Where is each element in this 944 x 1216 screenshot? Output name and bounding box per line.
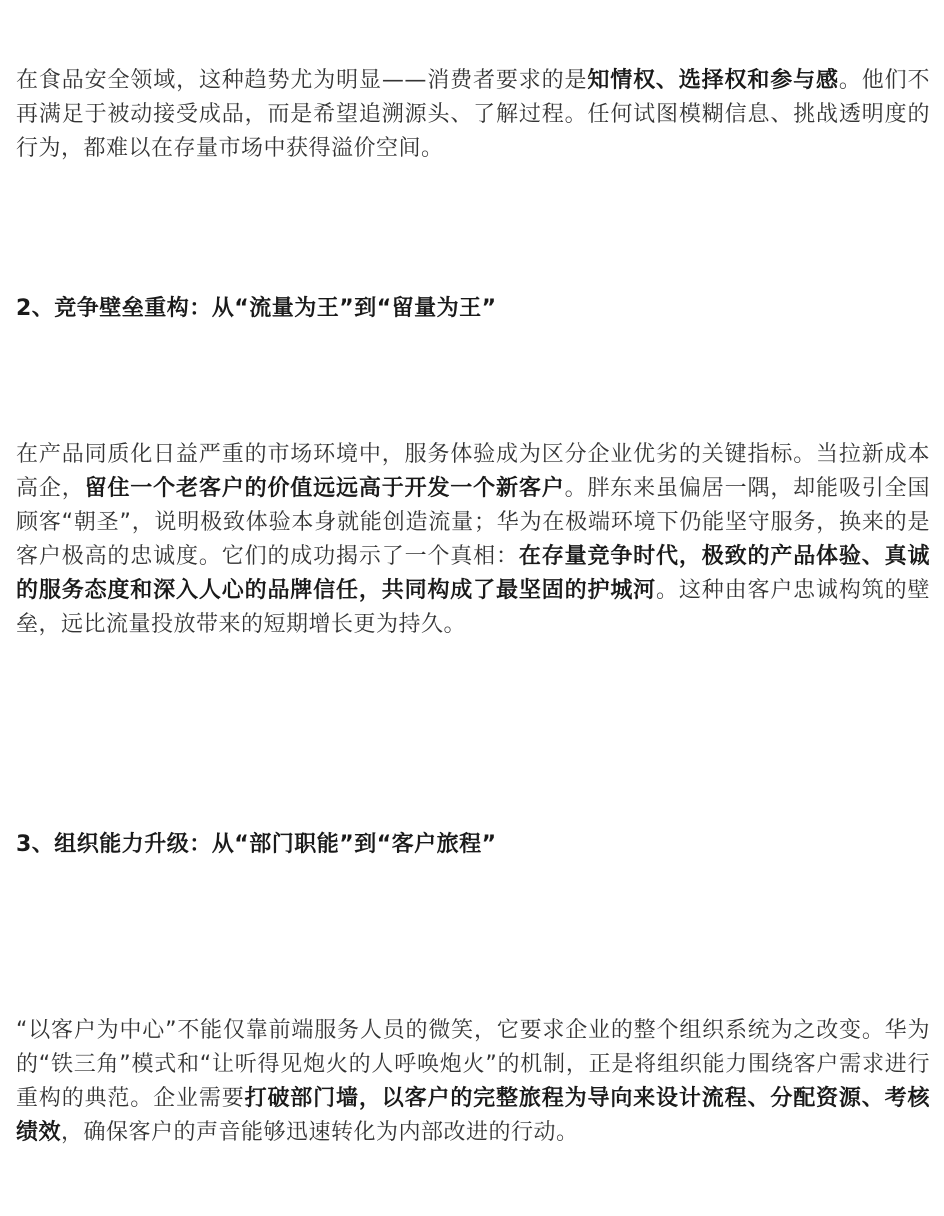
paragraph-food-safety bbox=[16, 64, 930, 166]
paragraph-organization bbox=[16, 1014, 930, 1150]
paragraph-text: 在食品安全领域，这种趋势尤为明显——消费者要求的是 bbox=[16, 68, 588, 93]
paragraph-emphasis: 知情权、选择权和参与感 bbox=[587, 68, 839, 93]
section-heading-competition: 2、竞争壁垒重构：从“流量为王”到“留量为王” bbox=[16, 296, 497, 321]
paragraph-emphasis: 打破部门墙，以客户的完整旅程为导向来设计流程、分配资源、考核绩效 bbox=[16, 1086, 930, 1145]
paragraph-text: 。他们不再满足于被动接受成品，而是希望追溯源头、了解过程。任何试图模糊信息、挑战透明度的行为，都难以在存量市场中获得溢价空间。 bbox=[16, 68, 930, 161]
paragraph-emphasis: 在存量竞争时代，极致的产品体验、真诚的服务态度和深入人心的品牌信任，共同构成了最坚固的护城河 bbox=[16, 544, 930, 603]
paragraph-text: 在产品同质化日益严重的市场环境中，服务体验成为区分企业优劣的关键指标。当拉新成本高企， bbox=[16, 442, 930, 501]
paragraph-emphasis: 留住一个老客户的价值远远高于开发一个新客户 bbox=[84, 476, 565, 501]
paragraph-text: ，确保客户的声音能够迅速转化为内部改进的行动。 bbox=[61, 1120, 579, 1145]
section-heading-organization: 3、组织能力升级：从“部门职能”到“客户旅程” bbox=[16, 832, 497, 857]
paragraph-text: “以客户为中心”不能仅靠前端服务人员的微笑，它要求企业的整个组织系统为之改变。华为的“铁三角”模式和“让听得见炮火的人呼唤炮火”的机制，正是将组织能力围绕客户需求进行重构的典范。企业需要 bbox=[16, 1018, 930, 1111]
paragraph-text: 。这种由客户忠诚构筑的壁垒，远比流量投放带来的短期增长更为持久。 bbox=[16, 578, 930, 637]
paragraph-competition bbox=[16, 438, 930, 642]
paragraph-text: 。胖东来虽偏居一隅，却能吸引全国顾客“朝圣”，说明极致体验本身就能创造流量；华为在极端环境下仍能坚守服务，换来的是客户极高的忠诚度。它们的成功揭示了一个真相： bbox=[16, 476, 930, 569]
